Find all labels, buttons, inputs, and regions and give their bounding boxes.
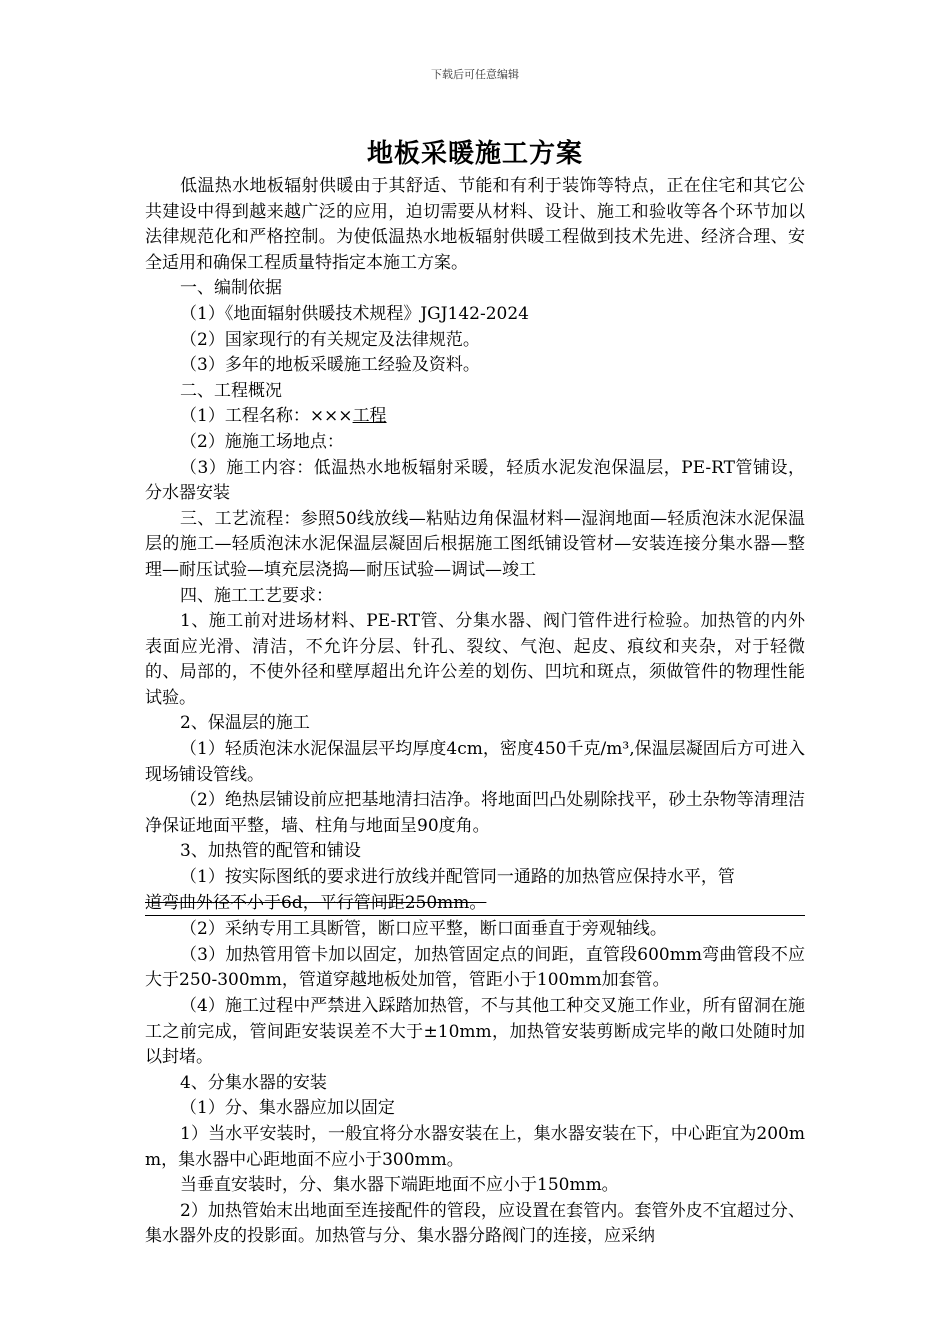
project-name-value: 工程 <box>352 406 387 427</box>
project-name-label: （1）工程名称：××× <box>180 406 353 427</box>
document-body <box>145 174 805 1250</box>
process-flow-paragraph: 三、工艺流程：参照50线放线—粘贴边角保温材料—湿润地面—轻质泡沫水泥保温层的施工—轻质泡沫水泥保温层凝固后根据施工图纸铺设管材—安装连接分集水器—整理—耐压试验—填充层浇捣—耐压试验—调试—竣工 <box>145 508 805 580</box>
section-heading-basis: 一、编制依据 <box>180 278 282 299</box>
project-name-line <box>145 404 805 430</box>
document-title: 地板采暖施工方案 <box>366 139 583 169</box>
project-content-line: （3）施工内容：低温热水地板辐射采暖，轻质水泥发泡保温层，PE-RT管铺设，分水器安装 <box>145 457 805 504</box>
requirement-paragraph: （3）加热管用管卡加以固定，加热管固定点的间距，直管段600mm弯曲管段不应大于250-300mm，管道穿越地板处加管，管距小于100mm加套管。 <box>145 944 805 991</box>
requirement-paragraph: （2）绝热层铺设前应把基地清扫洁净。将地面凹凸处剔除找平，砂土杂物等清理洁净保证地面平整，墙、柱角与地面呈90度角。 <box>145 790 805 836</box>
requirement-paragraph: 2）加热管始末出地面至连接配件的管段，应设置在套管内。套管外皮不宜超过分、集水器外皮的投影面。加热管与分、集水器分路阀门的连接，应采纳 <box>145 1200 805 1247</box>
requirement-paragraph: 1、施工前对进场材料、PE-RT管、分集水器、阀门管件进行检验。加热管的内外表面应光滑、清洁，不允许分层、针孔、裂纹、气泡、起皮、痕纹和夹杂，对于轻微的、局部的，不使外径和壁厚超出允许公差的划伤、凹坑和斑点，须做管件的物理性能试验。 <box>145 611 805 708</box>
basis-item: （2）国家现行的有关规定及法律规范。 <box>180 329 480 350</box>
requirement-paragraph: 1）当水平安装时，一般宜将分水器安装在上，集水器安装在下，中心距宜为200mm，集水器中心距地面不应小于300mm。 <box>145 1123 805 1170</box>
requirement-paragraph: 当垂直安装时，分、集水器下端距地面不应小于150mm。 <box>180 1175 619 1196</box>
struck-through-line: 道弯曲外径不小于6d，平行管间距250mm。 <box>145 892 487 913</box>
subheading-pipe-laying: 3、加热管的配管和铺设 <box>180 841 361 862</box>
requirement-paragraph: （4）施工过程中严禁进入踩踏加热管，不与其他工种交叉施工作业，所有留洞在施工之前完成，管间距安装误差不大于±10mm，加热管安装剪断成完毕的敞口处随时加以封堵。 <box>145 996 805 1068</box>
page-header: 下载后可任意编辑 <box>431 68 519 81</box>
requirement-paragraph: （1）轻质泡沫水泥保温层平均厚度4cm，密度450千克/m³,保温层凝固后方可进入现场铺设管线。 <box>145 739 805 785</box>
requirement-paragraph: （1）按实际图纸的要求进行放线并配管同一通路的加热管应保持水平，管 <box>180 867 735 888</box>
requirement-paragraph: （1）分、集水器应加以固定 <box>180 1098 395 1119</box>
section-heading-requirements: 四、施工工艺要求： <box>180 585 333 606</box>
requirement-paragraph: （2）采纳专用工具断管，断口应平整，断口面垂直于旁观轴线。 <box>180 919 667 940</box>
basis-item: （3）多年的地板采暖施工经验及资料。 <box>180 355 480 376</box>
intro-paragraph: 低温热水地板辐射供暖由于其舒适、节能和有利于装饰等特点，正在住宅和其它公共建设中得到越来越广泛的应用，迫切需要从材料、设计、施工和验收等各个环节加以法律规范化和严格控制。为使低温热水地板辐射供暖工程做到技术先进、经济合理、安全适用和确保工程质量特指定本施工方案。 <box>145 176 805 273</box>
basis-item: （1）《地面辐射供暖技术规程》JGJ142-2024 <box>180 303 529 324</box>
subheading-manifold: 4、分集水器的安装 <box>180 1072 327 1093</box>
project-site-line: （2）施施工场地点： <box>180 431 344 452</box>
subheading-insulation: 2、保温层的施工 <box>180 713 310 734</box>
section-heading-overview: 二、工程概况 <box>180 380 282 401</box>
